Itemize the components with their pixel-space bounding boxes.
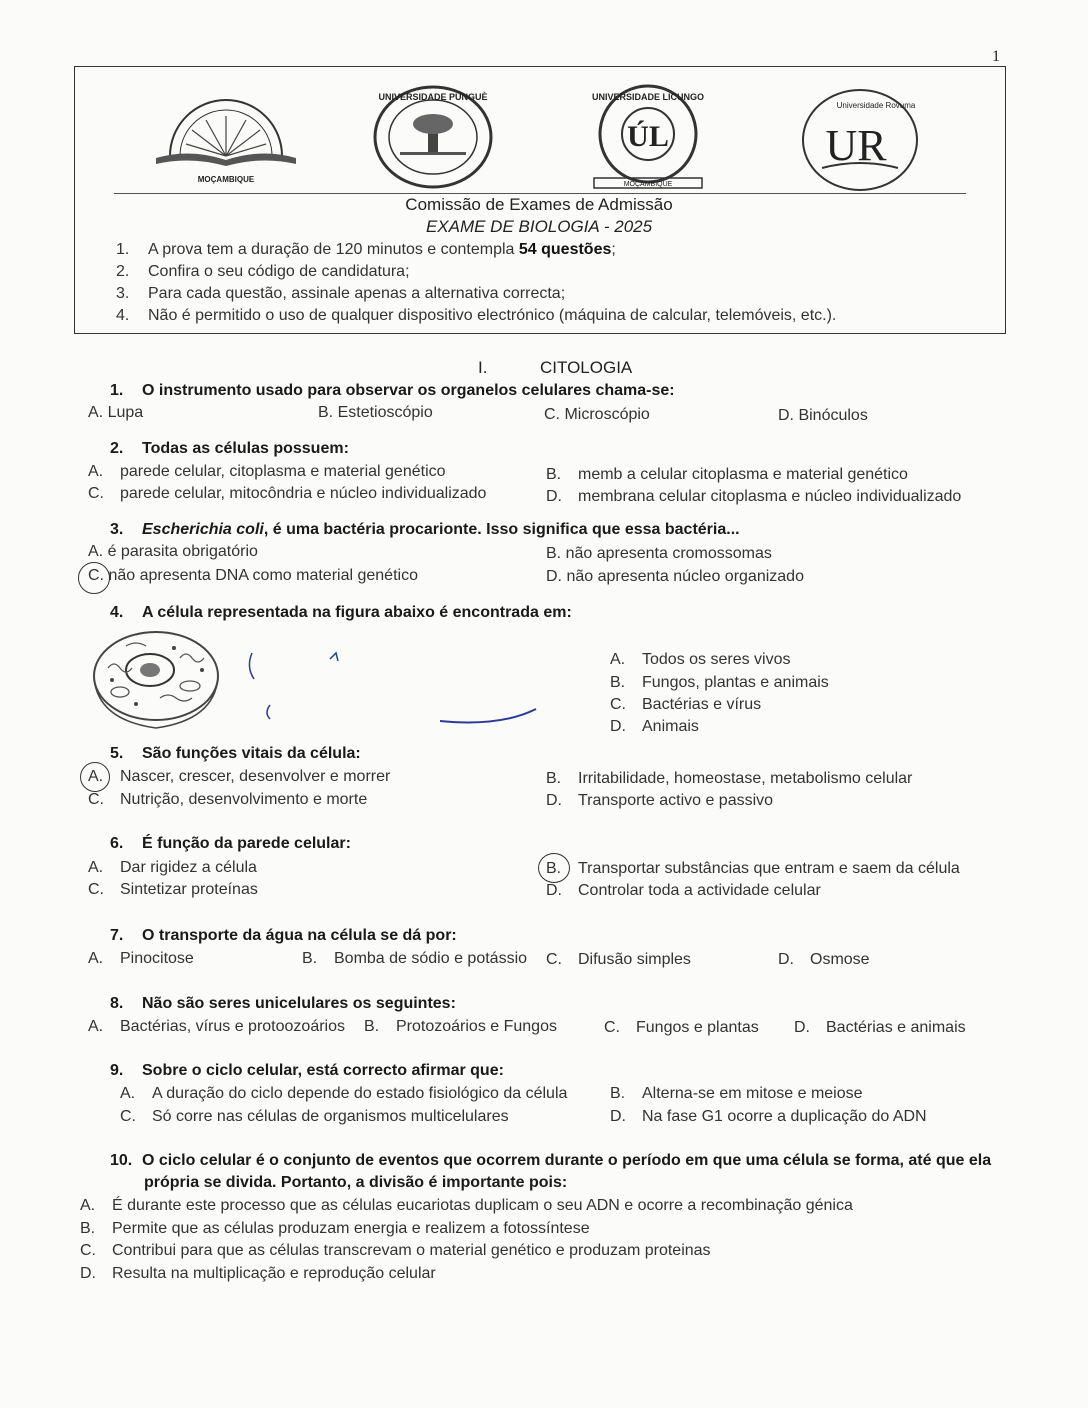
option-letter: A. <box>80 1197 96 1214</box>
q9-option-c[interactable] <box>120 1108 509 1126</box>
q4-option-d[interactable] <box>610 718 699 736</box>
question-number: 5. <box>110 745 124 762</box>
question-number: 3. <box>110 521 124 538</box>
option-text: Irritabilidade, homeostase, metabolismo celular <box>578 770 913 787</box>
instruction-bold: 54 questões <box>518 241 612 258</box>
option-letter: A. <box>88 463 104 480</box>
question-number: 1. <box>110 382 124 399</box>
option-letter: C. <box>88 791 104 808</box>
question-text: É função da parede celular: <box>142 835 351 852</box>
option-text: Binóculos <box>798 407 868 424</box>
option-text: Pinocitose <box>120 950 194 967</box>
q1-option-a[interactable] <box>88 404 143 422</box>
rovuma-logo <box>800 88 920 192</box>
option-text: Todos os seres vivos <box>642 651 791 668</box>
question-8 <box>110 995 456 1013</box>
q6-option-a[interactable] <box>88 859 257 877</box>
option-letter: B. <box>546 860 562 877</box>
q9-option-d[interactable] <box>610 1108 927 1126</box>
q5-option-c[interactable] <box>88 791 367 809</box>
option-text: Estetioscópio <box>337 404 433 421</box>
question-10 <box>110 1152 991 1170</box>
option-letter: C. <box>604 1019 620 1036</box>
option-text: Controlar toda a actividade celular <box>578 882 821 899</box>
question-text: A célula representada na figura abaixo é encontrada em: <box>142 604 572 621</box>
option-text: Sintetizar proteínas <box>120 881 258 898</box>
option-letter: A. <box>88 404 104 421</box>
section-title: CITOLOGIA <box>540 358 633 377</box>
instruction-number: 2. <box>116 263 130 280</box>
option-letter: B. <box>302 950 318 967</box>
answer-circle-mark <box>80 762 110 792</box>
option-letter: C. <box>88 485 104 502</box>
pungue-logo <box>372 84 494 190</box>
question-text: Não são seres unicelulares os seguintes: <box>142 995 456 1012</box>
logo-divider <box>114 193 966 194</box>
q1-option-b[interactable] <box>318 404 433 422</box>
instruction-3 <box>116 285 565 303</box>
q2-option-d[interactable] <box>546 488 961 506</box>
q8-option-b[interactable] <box>364 1018 557 1036</box>
q4-option-a[interactable] <box>610 651 791 669</box>
q10-option-c[interactable] <box>80 1242 711 1260</box>
q6-option-d[interactable] <box>546 882 821 900</box>
q7-option-c[interactable] <box>546 951 691 969</box>
option-text: Contribui para que as células transcrevam o material genético e produzam proteinas <box>112 1242 711 1259</box>
option-letter: A. <box>88 1018 104 1035</box>
option-letter: D. <box>778 951 794 968</box>
option-text: Nascer, crescer, desenvolver e morrer <box>120 768 391 785</box>
svg-text:Universidade Rovuma: Universidade Rovuma <box>836 101 916 110</box>
option-text: membrana celular citoplasma e núcleo individualizado <box>578 488 962 505</box>
question-text: O ciclo celular é o conjunto de eventos que ocorrem durante o período em que uma célula se forma, até que ela <box>142 1152 992 1169</box>
option-text: parede celular, citoplasma e material genético <box>120 463 446 480</box>
q10-option-b[interactable] <box>80 1220 590 1238</box>
instruction-1 <box>116 241 616 259</box>
option-text: Transporte activo e passivo <box>578 792 774 809</box>
option-letter: B. <box>546 466 562 483</box>
option-letter: D. <box>546 488 562 505</box>
q2-option-b[interactable] <box>546 466 908 484</box>
question-text: O instrumento usado para observar os organelos celulares chama-se: <box>142 382 675 399</box>
instruction-text: Para cada questão, assinale apenas a alternativa correcta; <box>148 285 566 302</box>
q2-option-c[interactable] <box>88 485 486 503</box>
option-text: Resulta na multiplicação e reprodução celular <box>112 1265 436 1282</box>
svg-text:UR: UR <box>825 121 887 170</box>
option-text: Fungos e plantas <box>636 1019 759 1036</box>
option-text: É durante este processo que as células eucariotas duplicam o seu ADN e ocorre a recombinação génica <box>112 1197 853 1214</box>
option-text: Bactérias, vírus e protoozoários <box>120 1018 345 1035</box>
q2-option-a[interactable] <box>88 463 446 481</box>
option-text: Bomba de sódio e potássio <box>334 950 528 967</box>
instruction-2 <box>116 263 410 281</box>
q3-option-d[interactable] <box>546 568 804 586</box>
q10-option-d[interactable] <box>80 1265 436 1283</box>
question-10-continued <box>144 1174 567 1192</box>
section-number: I. <box>478 358 488 377</box>
q9-option-b[interactable] <box>610 1085 863 1103</box>
q6-option-b[interactable] <box>546 860 960 878</box>
option-text: memb a celular citoplasma e material genético <box>578 466 908 483</box>
cell-illustration <box>90 628 222 732</box>
q9-option-a[interactable] <box>120 1085 567 1103</box>
option-text: Osmose <box>810 951 870 968</box>
instruction-number: 3. <box>116 285 130 302</box>
question-number: 9. <box>110 1062 124 1079</box>
svg-text:UNIVERSIDADE PÚNGUÈ: UNIVERSIDADE PÚNGUÈ <box>378 92 488 102</box>
q5-option-d[interactable] <box>546 792 773 810</box>
licungo-logo <box>588 84 708 190</box>
q1-option-c[interactable] <box>544 406 650 424</box>
option-letter: C. <box>120 1108 136 1125</box>
question-text: O transporte da água na célula se dá por: <box>142 927 457 944</box>
option-text: Fungos, plantas e animais <box>642 674 829 691</box>
pen-scribble-marks <box>240 645 550 730</box>
q1-option-d[interactable] <box>778 407 868 425</box>
page-number: 1 <box>992 48 1000 65</box>
q5-option-a[interactable] <box>88 768 390 786</box>
q6-option-c[interactable] <box>88 881 258 899</box>
question-text: própria se divida. Portanto, a divisão é importante pois: <box>144 1174 568 1191</box>
option-text: Dar rigidez a célula <box>120 859 257 876</box>
option-letter: A. <box>88 543 104 560</box>
instruction-text: Não é permitido o uso de qualquer dispositivo electrónico (máquina de calcular, telemóveis, etc.). <box>148 307 837 324</box>
question-number: 4. <box>110 604 124 621</box>
q10-option-a[interactable] <box>80 1197 853 1215</box>
q8-option-d[interactable] <box>794 1019 966 1037</box>
q4-option-b[interactable] <box>610 674 829 692</box>
q3-option-b[interactable] <box>546 545 772 563</box>
option-letter: B. <box>546 770 562 787</box>
svg-text:ÚL: ÚL <box>627 120 669 153</box>
question-text: Sobre o ciclo celular, está correcto afirmar que: <box>142 1062 504 1079</box>
q3-option-a[interactable] <box>88 543 258 561</box>
svg-text:MOÇAMBIQUE: MOÇAMBIQUE <box>197 175 255 184</box>
exam-commission: Comissão de Exames de Admissão <box>405 195 673 214</box>
option-letter: C. <box>88 881 104 898</box>
option-text: Nutrição, desenvolvimento e morte <box>120 791 368 808</box>
option-letter: D. <box>546 568 562 585</box>
instruction-text: Confira o seu código de candidatura; <box>148 263 410 280</box>
option-letter: B. <box>80 1220 96 1237</box>
question-1 <box>110 382 675 400</box>
option-text: Lupa <box>107 404 144 421</box>
option-letter: C. <box>544 406 560 423</box>
svg-text:MOÇAMBIQUE: MOÇAMBIQUE <box>623 181 673 188</box>
question-number: 2. <box>110 440 124 457</box>
option-letter: A. <box>88 768 104 785</box>
option-letter: D. <box>794 1019 810 1036</box>
svg-text:UNIVERSIDADE LICUNGO: UNIVERSIDADE LICUNGO <box>591 92 705 102</box>
question-number: 8. <box>110 995 124 1012</box>
option-text: não apresenta DNA como material genético <box>108 567 418 584</box>
option-text: Bactérias e vírus <box>642 696 762 713</box>
option-text: A duração do ciclo depende do estado fisiológico da célula <box>152 1085 568 1102</box>
option-letter: D. <box>610 1108 626 1125</box>
q8-option-c[interactable] <box>604 1019 759 1037</box>
option-letter: D. <box>80 1265 96 1282</box>
option-letter: B. <box>546 545 562 562</box>
question-7 <box>110 927 457 945</box>
option-letter: B. <box>610 1085 626 1102</box>
option-letter: D. <box>546 792 562 809</box>
question-number: 7. <box>110 927 124 944</box>
option-letter: B. <box>364 1018 380 1035</box>
option-letter: D. <box>778 407 794 424</box>
q7-option-d[interactable] <box>778 951 870 969</box>
option-text: Microscópio <box>564 406 650 423</box>
option-text: Animais <box>642 718 699 735</box>
question-3 <box>110 521 740 539</box>
option-text: parede celular, mitocôndria e núcleo individualizado <box>120 485 487 502</box>
option-letter: D. <box>610 718 626 735</box>
q3-option-c[interactable] <box>88 567 418 585</box>
question-text: Todas as células possuem: <box>142 440 349 457</box>
question-italic: Escherichia coli <box>142 521 264 538</box>
option-letter: D. <box>546 882 562 899</box>
question-9 <box>110 1062 504 1080</box>
instruction-number: 1. <box>116 241 130 258</box>
q4-option-c[interactable] <box>610 696 761 714</box>
instruction-text-end: ; <box>611 241 616 258</box>
instruction-text: A prova tem a duração de 120 minutos e contempla <box>148 241 519 258</box>
option-text: não apresenta cromossomas <box>565 545 772 562</box>
option-text: Alterna-se em mitose e meiose <box>642 1085 863 1102</box>
option-letter: A. <box>88 859 104 876</box>
option-text: Bactérias e animais <box>826 1019 966 1036</box>
option-text: é parasita obrigatório <box>107 543 258 560</box>
q5-option-b[interactable] <box>546 770 912 788</box>
option-text: Transportar substâncias que entram e saem da célula <box>578 860 960 877</box>
option-letter: A. <box>610 651 626 668</box>
question-2 <box>110 440 349 458</box>
question-text: , é uma bactéria procarionte. Isso significa que essa bactéria... <box>263 521 740 538</box>
option-text: não apresenta núcleo organizado <box>566 568 804 585</box>
instruction-number: 4. <box>116 307 130 324</box>
question-text: São funções vitais da célula: <box>142 745 361 762</box>
question-6 <box>110 835 351 853</box>
instruction-4 <box>116 307 836 325</box>
question-number: 6. <box>110 835 124 852</box>
option-letter: C. <box>610 696 626 713</box>
option-letter: B. <box>610 674 626 691</box>
option-letter: A. <box>88 950 104 967</box>
option-letter: C. <box>546 951 562 968</box>
option-text: Só corre nas células de organismos multicelulares <box>152 1108 509 1125</box>
answer-circle-mark <box>78 562 110 594</box>
upm-logo <box>150 86 302 186</box>
option-text: Permite que as células produzam energia e realizem a fotossíntese <box>112 1220 590 1237</box>
option-text: Protozoários e Fungos <box>396 1018 557 1035</box>
q7-option-b[interactable] <box>302 950 527 968</box>
exam-title: EXAME DE BIOLOGIA - 2025 <box>425 217 653 236</box>
question-number: 10. <box>110 1152 133 1169</box>
option-letter: C. <box>88 567 104 584</box>
option-letter: A. <box>120 1085 136 1102</box>
option-letter: C. <box>80 1242 96 1259</box>
option-letter: B. <box>318 404 334 421</box>
q7-option-a[interactable] <box>88 950 194 968</box>
option-text: Difusão simples <box>578 951 691 968</box>
option-text: Na fase G1 ocorre a duplicação do ADN <box>642 1108 927 1125</box>
q8-option-a[interactable] <box>88 1018 345 1036</box>
answer-circle-mark <box>538 853 570 883</box>
question-5 <box>110 745 361 763</box>
question-4 <box>110 604 572 622</box>
